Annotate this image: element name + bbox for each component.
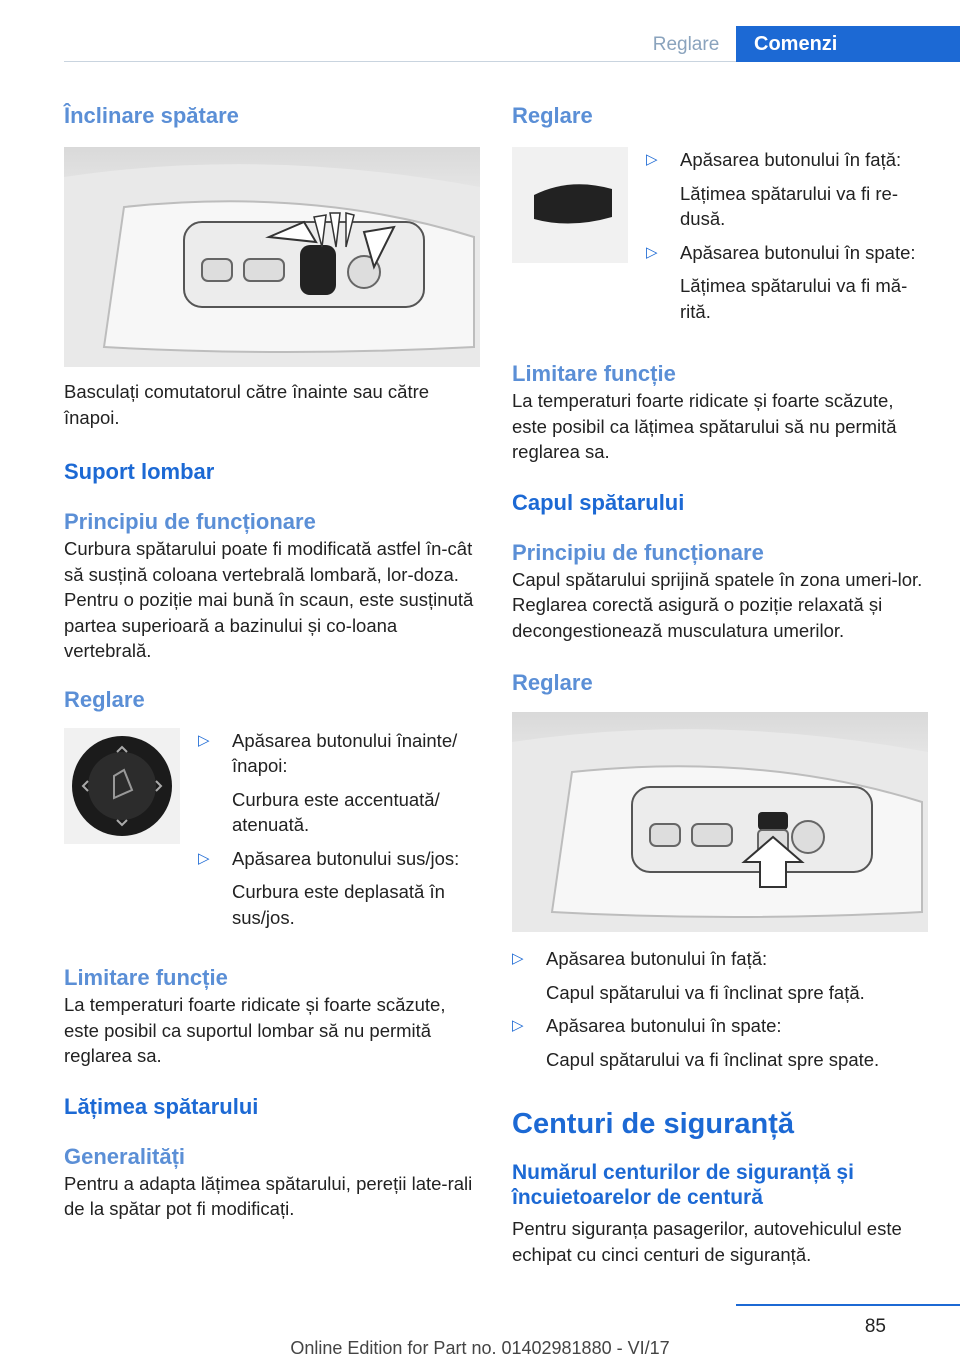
left-column <box>64 96 480 1222</box>
heading-backrest-width: Lățimea spătarului <box>64 1093 259 1119</box>
lumbar-adjust-row <box>64 728 480 931</box>
header-rule <box>64 61 736 62</box>
lumbar-limit-text: La temperaturi foarte ridicate și foarte scăzute, este posibil ca suportul lombar să nu permită reglarea sa. <box>64 994 446 1066</box>
heading-backrest-tilt: Înclinare spătare <box>64 103 239 128</box>
heading-adjust-headrest: Reglare <box>512 670 593 695</box>
right-column <box>512 96 928 1267</box>
width-general-text: Pentru a adapta lățimea spătarului, pereții late-rali de la spătar pot fi modificați. <box>64 1172 473 1219</box>
heading-function-limit-width: Limitare funcție <box>512 361 676 386</box>
header-chapter-tab[interactable]: Comenzi <box>736 26 960 62</box>
list-item: ▷ Apăsarea butonului în spate: Capul spătarului va fi înclinat spre spate. <box>512 1015 880 1070</box>
belt-count-text: Pentru siguranța pasagerilor, autovehiculul este echipat cu cinci centuri de siguranță. <box>512 1218 902 1265</box>
headrest-bullet-list <box>512 946 928 1072</box>
seat-switch-headrest-image <box>512 712 928 932</box>
lumbar-bullet-list <box>198 728 480 931</box>
bullet-marker-icon: ▷ <box>512 1017 524 1034</box>
width-bullet-list <box>646 147 928 324</box>
tilt-instruction: Basculați comutatorul către înainte sau către înapoi. <box>64 381 430 428</box>
header-section-tab[interactable]: Reglare <box>652 34 720 55</box>
heading-general: Generalități <box>64 1143 186 1169</box>
heading-lumbar-support: Suport lombar <box>64 459 215 484</box>
heading-function-limit: Limitare funcție <box>64 965 228 990</box>
headrest-panel-illustration <box>512 712 928 932</box>
seat-switch-tilt-image <box>64 147 480 367</box>
width-control-image <box>512 147 628 263</box>
lumbar-principle-text: Curbura spătarului poate fi modificată astfel în-cât să susțină coloana vertebrală lombară, lor-doza. Pentru o poziție mai bună în scaun, este susținută partea superioară a bazinului și co-loana vertebrală. <box>64 538 474 661</box>
heading-adjust-width: Reglare <box>512 103 593 128</box>
seat-panel-illustration <box>64 147 480 367</box>
bullet-marker-icon: ▷ <box>646 151 658 168</box>
bullet-marker-icon: ▷ <box>646 243 658 261</box>
headrest-principle-text: Capul spătarului sprijină spatele în zona umeri-lor. Reglarea corectă asigură o poziție relaxată și decongestionează musculatura umerilor. <box>512 568 923 641</box>
heading-belt-count: Numărul centurilor de siguranță și încuietoarelor de centură <box>512 1161 854 1209</box>
width-button-illustration <box>512 147 628 263</box>
heading-seat-belts: Centuri de siguranță <box>512 1108 794 1140</box>
list-item: ▷ Apăsarea butonului sus/jos: Curbura este deplasată în sus/jos. <box>198 847 460 928</box>
footer-rule <box>736 1304 960 1306</box>
edition-footer: Online Edition for Part no. 01402981880 - VI/17 <box>290 1338 670 1358</box>
heading-adjust-lumbar: Reglare <box>64 686 145 712</box>
lumbar-control-image <box>64 728 180 844</box>
list-item: ▷ Apăsarea butonului în spate: Lățimea spătarului va fi mă-rită. <box>646 241 916 322</box>
bullet-marker-icon: ▷ <box>198 849 210 867</box>
bullet-marker-icon: ▷ <box>512 950 524 967</box>
page-number: 85 <box>864 1316 886 1337</box>
width-adjust-row <box>512 147 928 324</box>
heading-headrest: Capul spătarului <box>512 489 685 515</box>
lumbar-knob-illustration <box>64 728 180 844</box>
bullet-marker-icon: ▷ <box>198 731 210 749</box>
heading-headrest-principle: Principiu de funcționare <box>512 539 764 565</box>
list-item: ▷ Apăsarea butonului în față: Capul spătarului va fi înclinat spre față. <box>512 948 865 1003</box>
list-item: ▷ Apăsarea butonului înainte/ înapoi: Curbura este accentuată/ atenuată. <box>198 729 458 835</box>
heading-operating-principle: Principiu de funcționare <box>64 509 316 534</box>
list-item: ▷ Apăsarea butonului în față: Lățimea spătarului va fi re-dusă. <box>646 149 902 229</box>
width-limit-text: La temperaturi foarte ridicate și foarte scăzute, este posibil ca lățimea spătarului să nu permită reglarea sa. <box>512 390 897 462</box>
